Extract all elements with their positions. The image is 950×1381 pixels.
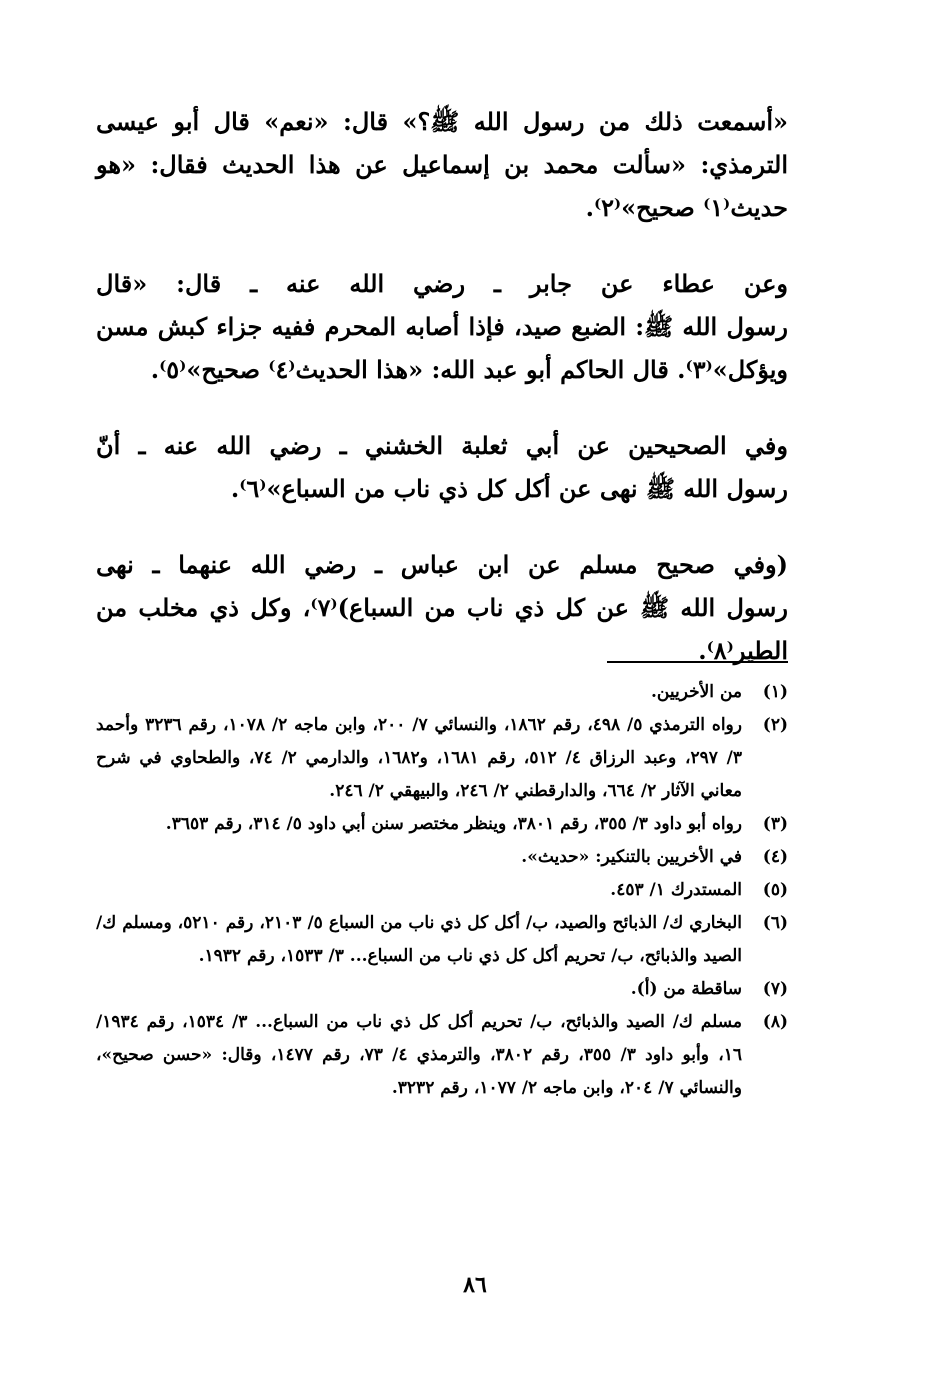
footnote-number: (٤) [762, 847, 788, 867]
text-line: رسول الله ﷺ عن كل ذي ناب من السباع)⁽٧⁾، وكل ذي مخلب من [96, 593, 788, 622]
footnote-text: ساقطة من (أ). [630, 979, 742, 999]
footnote-text: من الأخريين. [651, 682, 742, 702]
text-line: رسول الله ﷺ: الضبع صيد، فإذا أصابه المحرم ففيه جزاء كبش مسن [96, 312, 788, 341]
paragraph-3 [96, 424, 788, 510]
footnote-2 [96, 709, 788, 808]
text-line: وفي الصحيحين عن أبي ثعلبة الخشني ـ رضي الله عنه ـ أنّ [96, 431, 788, 460]
footnote-text: في الأخريين بالتنكير: «حديث». [521, 847, 742, 867]
footnote-number: (٧) [762, 979, 788, 999]
footnote-number: (١) [762, 682, 788, 702]
footnote-text: البخاري ك/ الذبائح والصيد، ب/ أكل كل ذي ناب من السباع ٥/ ٢١٠٣، رقم ٥٢١٠، ومسلم ك/ الصيد والذبائح، ب/ تحريم أكل كل ذي ناب من السباع... ٣/ ١٥٣٣، رقم ١٩٣٢. [96, 913, 742, 966]
footnote-1 [96, 676, 788, 709]
footnote-number: (٥) [762, 880, 788, 900]
footnote-5 [96, 874, 788, 907]
footnote-text: رواه الترمذي ٥/ ٤٩٨، رقم ١٨٦٢، والنسائي ٧/ ٢٠٠، وابن ماجه ٢/ ١٠٧٨، رقم ٣٢٣٦ وأحمد ٣/ ٢٩٧، وعبد الرزاق ٤/ ٥١٢، رقم ١٦٨١، و١٦٨٢، والدارمي ٢/ ٧٤، والطحاوي في شرح معاني الآثار ٢/ ٦٦٤، والدارقطني ٢/ ٢٤٦، والبيهقي ٢/ ٢٤٦. [96, 715, 742, 801]
footnote-number: (٢) [762, 715, 788, 735]
text-line: (وفي صحيح مسلم عن ابن عباس ـ رضي الله عنهما ـ نهى [96, 550, 788, 579]
footnote-text: مسلم ك/ الصيد والذبائح، ب/ تحريم أكل كل ذي ناب من السباع... ٣/ ١٥٣٤، رقم ١٩٣٤/ ١٦، وأبو داود ٣/ ٣٥٥، رقم ٣٨٠٢، والترمذي ٤/ ٧٣، رقم ١٤٧٧، وقال: «حسن صحيح»، والنسائي ٧/ ٢٠٤، وابن ماجه ٢/ ١٠٧٧، رقم ٣٢٣٢. [96, 1012, 742, 1098]
footnote-6 [96, 907, 788, 973]
footnote-8 [96, 1006, 788, 1105]
text-line: ويؤكل»⁽٣⁾. قال الحاكم أبو عبد الله: «هذا الحديث⁽٤⁾ صحيح»⁽٥⁾. [150, 355, 788, 384]
paragraph-4 [96, 543, 788, 672]
main-text [96, 100, 788, 705]
footnote-text: رواه أبو داود ٣/ ٣٥٥، رقم ٣٨٠١، وينظر مختصر سنن أبي داود ٥/ ٣١٤، رقم ٣٦٥٣. [165, 814, 742, 834]
footnote-divider [607, 661, 788, 663]
text-line: رسول الله ﷺ نهى عن أكل كل ذي ناب من السباع»⁽٦⁾. [230, 474, 788, 503]
footnote-number: (٦) [762, 913, 788, 933]
footnote-number: (٣) [762, 814, 788, 834]
text-line: وعن عطاء عن جابر ـ رضي الله عنه ـ قال: «قال [96, 269, 789, 298]
paragraph-2 [96, 262, 788, 391]
text-line: الطير⁽٨⁾. [698, 636, 788, 665]
footnote-3 [96, 808, 788, 841]
footnote-number: (٨) [762, 1012, 788, 1032]
text-line: «أسمعت ذلك من رسول الله ﷺ؟» قال: «نعم» قال أبو عيسى [96, 107, 788, 136]
footnotes [96, 676, 788, 1105]
footnote-text: المستدرك ١/ ٤٥٣. [610, 880, 742, 900]
text-line: حديث⁽١⁾ صحيح»⁽٢⁾. [585, 193, 788, 222]
text-line: الترمذي: «سألت محمد بن إسماعيل عن هذا الحديث فقال: «هو [96, 150, 788, 179]
page-number: ٨٦ [463, 1272, 487, 1298]
paragraph-1 [96, 100, 788, 229]
footnote-7 [96, 973, 788, 1006]
footnote-4 [96, 841, 788, 874]
